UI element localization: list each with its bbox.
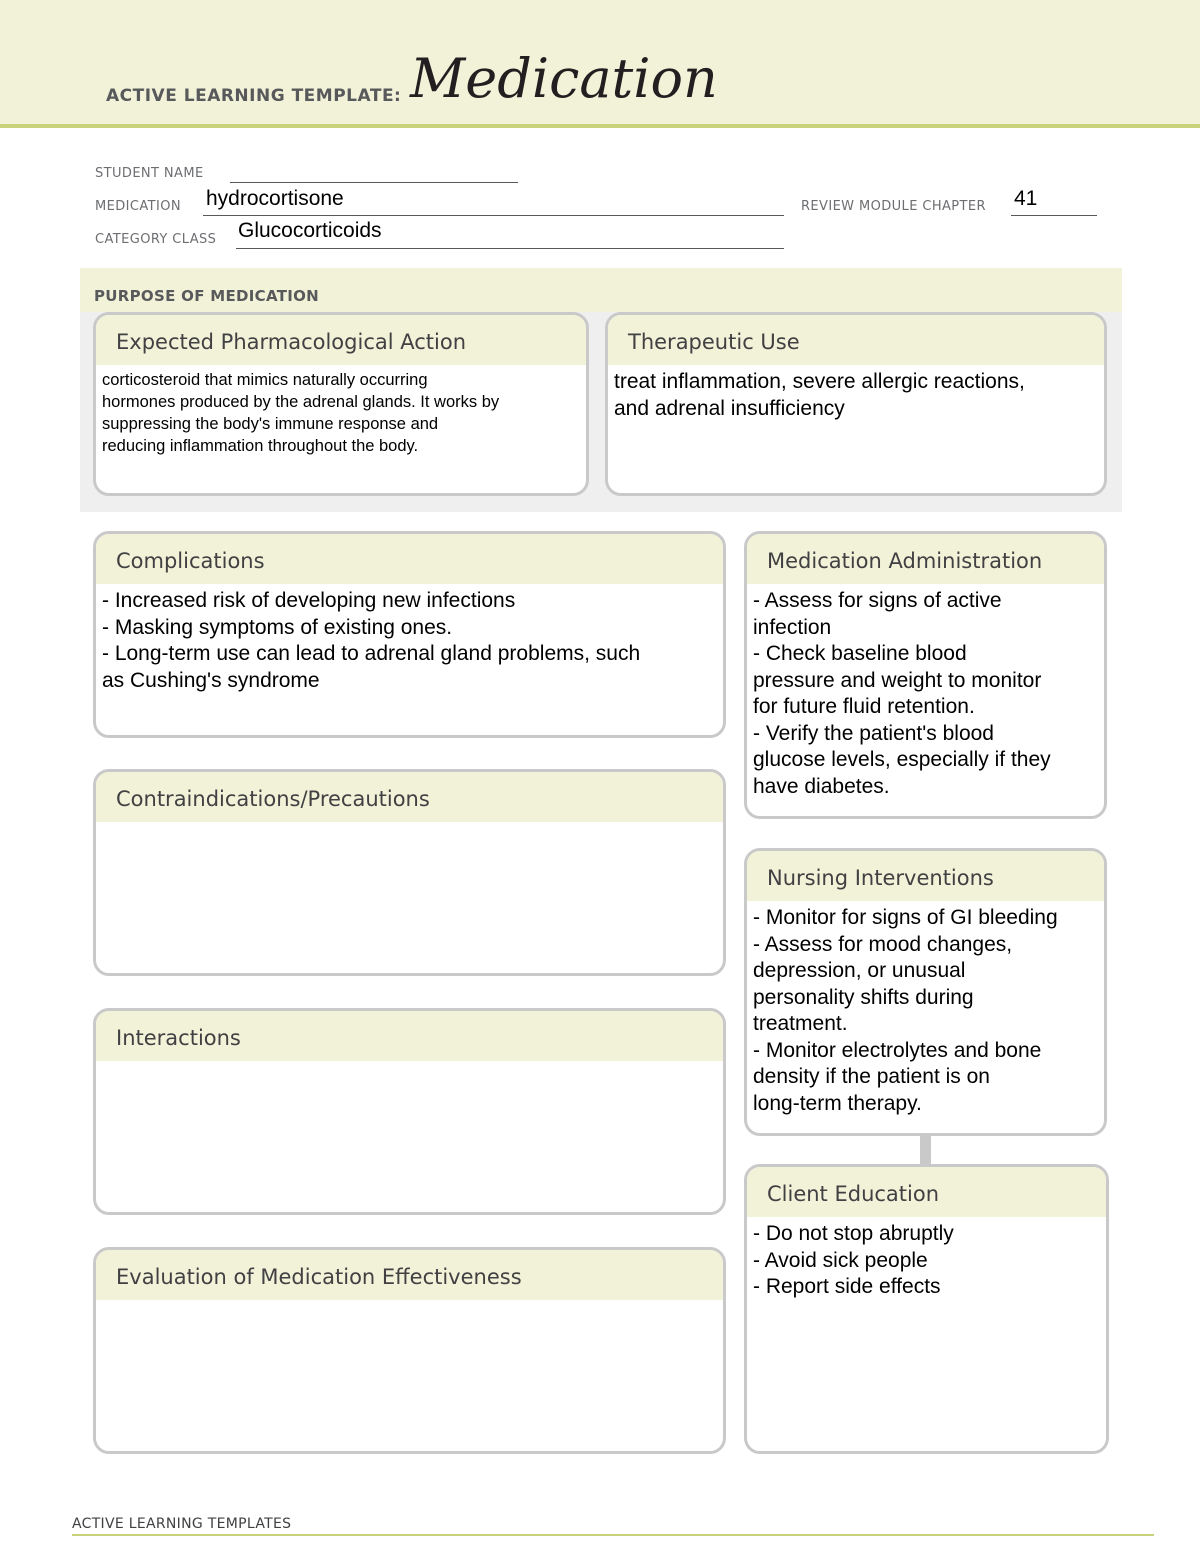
evaluation-title: Evaluation of Medication Effectiveness xyxy=(96,1250,723,1300)
nursing-interventions-title: Nursing Interventions xyxy=(747,851,1104,901)
complications-field[interactable]: - Increased risk of developing new infections - Masking symptoms of existing ones. - Long-term use can lead to adrenal gland problems, such as Cushing's syndrome xyxy=(102,589,641,692)
nursing-interventions-field[interactable]: - Monitor for signs of GI bleeding - Assess for mood changes, depression, or unusual personality shifts during treatment. - Monitor electrolytes and bone density if the patient is on long-term therapy. xyxy=(753,906,1058,1115)
expected-action-field[interactable]: corticosteroid that mimics naturally occurring hormones produced by the adrenal glands. It works by suppressing the body's immune response and reducing inflammation throughout the body. xyxy=(102,371,500,455)
complications-title: Complications xyxy=(96,534,723,584)
purpose-label: PURPOSE OF MEDICATION xyxy=(94,287,320,305)
category-class-label: CATEGORY CLASS xyxy=(95,232,217,247)
evaluation-box xyxy=(93,1247,726,1454)
medication-line xyxy=(203,215,784,216)
review-module-field[interactable]: 41 xyxy=(1014,187,1038,210)
therapeutic-use-box xyxy=(605,312,1107,496)
client-education-title: Client Education xyxy=(747,1167,1106,1217)
contraindications-title: Contraindications/Precautions xyxy=(96,772,723,822)
administration-field[interactable]: - Assess for signs of active infection - Check baseline blood pressure and weight to monitor for future fluid retention. - Verify the patient's blood glucose levels, especially if they have diabetes. xyxy=(753,589,1051,798)
contraindications-box xyxy=(93,769,726,976)
interactions-title: Interactions xyxy=(96,1011,723,1061)
interactions-box xyxy=(93,1008,726,1215)
connector-bar xyxy=(920,1134,931,1166)
interactions-field[interactable] xyxy=(96,1061,723,1065)
page-title: Medication xyxy=(410,47,718,110)
nursing-interventions-box xyxy=(744,848,1107,1136)
category-class-field[interactable]: Glucocorticoids xyxy=(238,219,382,242)
student-name-label: STUDENT NAME xyxy=(95,166,204,181)
complications-box xyxy=(93,531,726,738)
client-education-field[interactable]: - Do not stop abruptly - Avoid sick people - Report side effects xyxy=(753,1222,954,1298)
therapeutic-use-field[interactable]: treat inflammation, severe allergic reactions, and adrenal insufficiency xyxy=(614,370,1025,420)
administration-title: Medication Administration xyxy=(747,534,1104,584)
template-label: ACTIVE LEARNING TEMPLATE: xyxy=(106,86,402,106)
review-module-line xyxy=(1011,215,1097,216)
medication-field[interactable]: hydrocortisone xyxy=(206,187,344,210)
student-name-line xyxy=(230,182,518,183)
evaluation-field[interactable] xyxy=(96,1300,723,1304)
footer-line xyxy=(72,1534,1154,1536)
review-module-label: REVIEW MODULE CHAPTER xyxy=(801,199,986,214)
expected-action-box xyxy=(93,312,589,496)
therapeutic-use-title: Therapeutic Use xyxy=(608,315,1104,365)
contraindications-field[interactable] xyxy=(96,822,723,826)
footer-label: ACTIVE LEARNING TEMPLATES xyxy=(72,1516,292,1532)
category-class-line xyxy=(236,248,784,249)
medication-label: MEDICATION xyxy=(95,199,181,214)
administration-box xyxy=(744,531,1107,819)
client-education-box xyxy=(744,1164,1109,1454)
expected-action-title: Expected Pharmacological Action xyxy=(96,315,586,365)
